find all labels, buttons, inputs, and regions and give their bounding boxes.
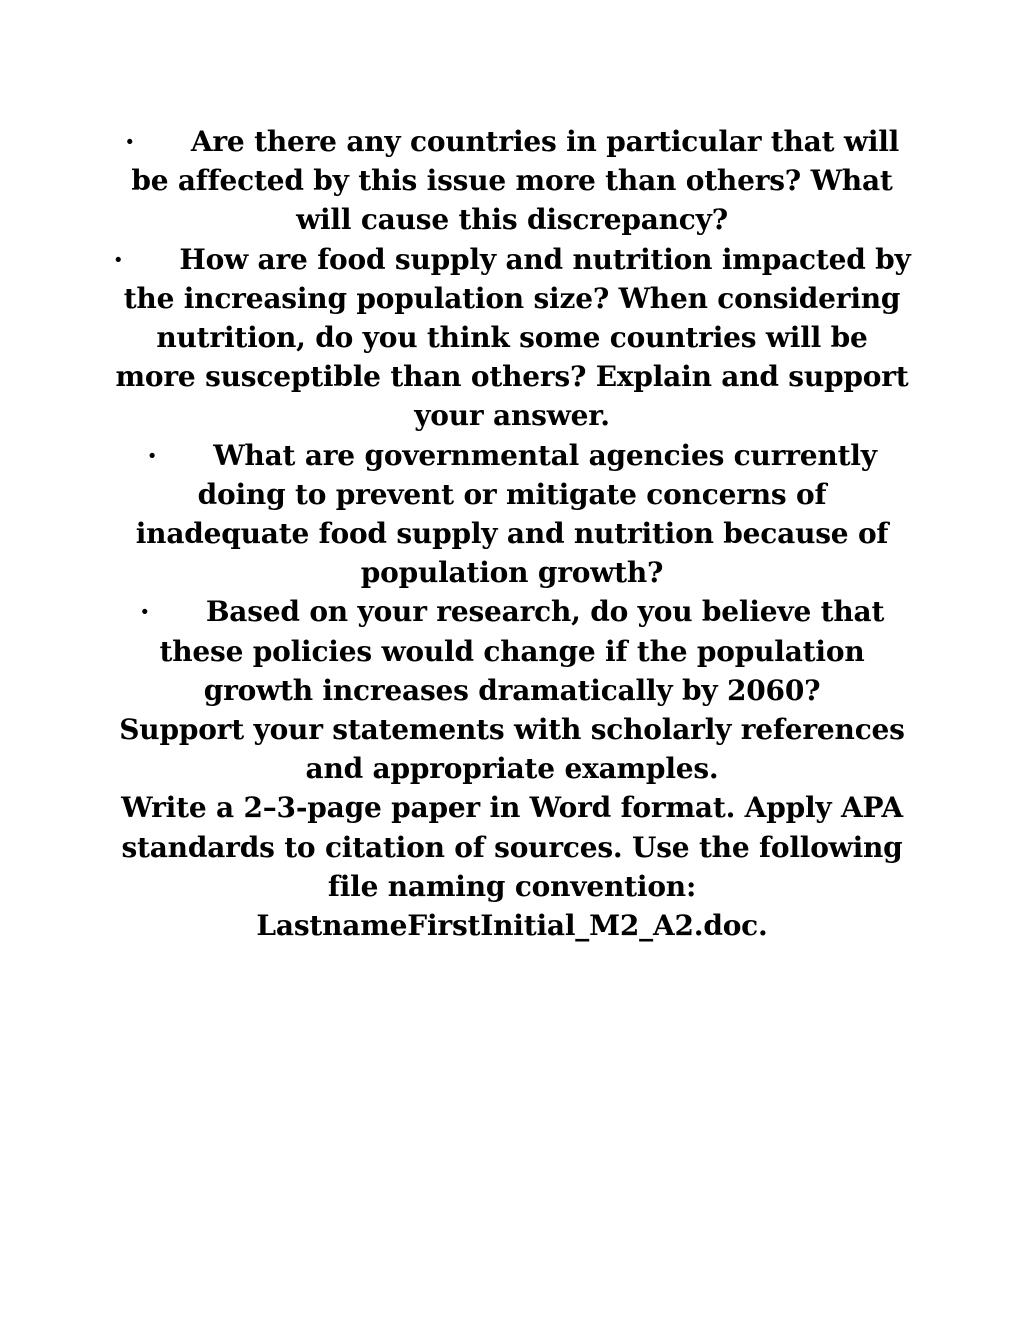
question-item xyxy=(112,592,912,710)
support-instruction: Support your statements with scholarly references and appropriate examples. xyxy=(119,713,905,786)
question-item xyxy=(112,436,912,593)
submission-instruction: Write a 2–3-page paper in Word format. Apply APA standards to citation of sources. Use the following file naming convention: LastnameFirstInitial_M2_A2.doc. xyxy=(121,791,903,943)
question-text: How are food supply and nutrition impacted by the increasing population size? When considering nutrition, do you think some countries will be more susceptible than others? Explain and support your answer. xyxy=(115,242,911,433)
question-text: What are governmental agencies currently doing to prevent or mitigate concerns of inadequate food supply and nutrition because of population growth? xyxy=(135,438,889,590)
bullet-icon: · xyxy=(124,125,135,158)
bullet-icon: · xyxy=(139,595,150,629)
document-body xyxy=(112,122,912,945)
question-item xyxy=(112,122,912,240)
bullet-icon: · xyxy=(113,242,123,276)
bullet-icon: · xyxy=(147,438,157,472)
question-item xyxy=(112,240,912,436)
question-text: Are there any countries in particular that will be affected by this issue more than others? What will cause this discrepancy? xyxy=(131,125,900,237)
question-text: Based on your research, do you believe that these policies would change if the population growth increases dramatically by 2060? xyxy=(159,595,885,707)
